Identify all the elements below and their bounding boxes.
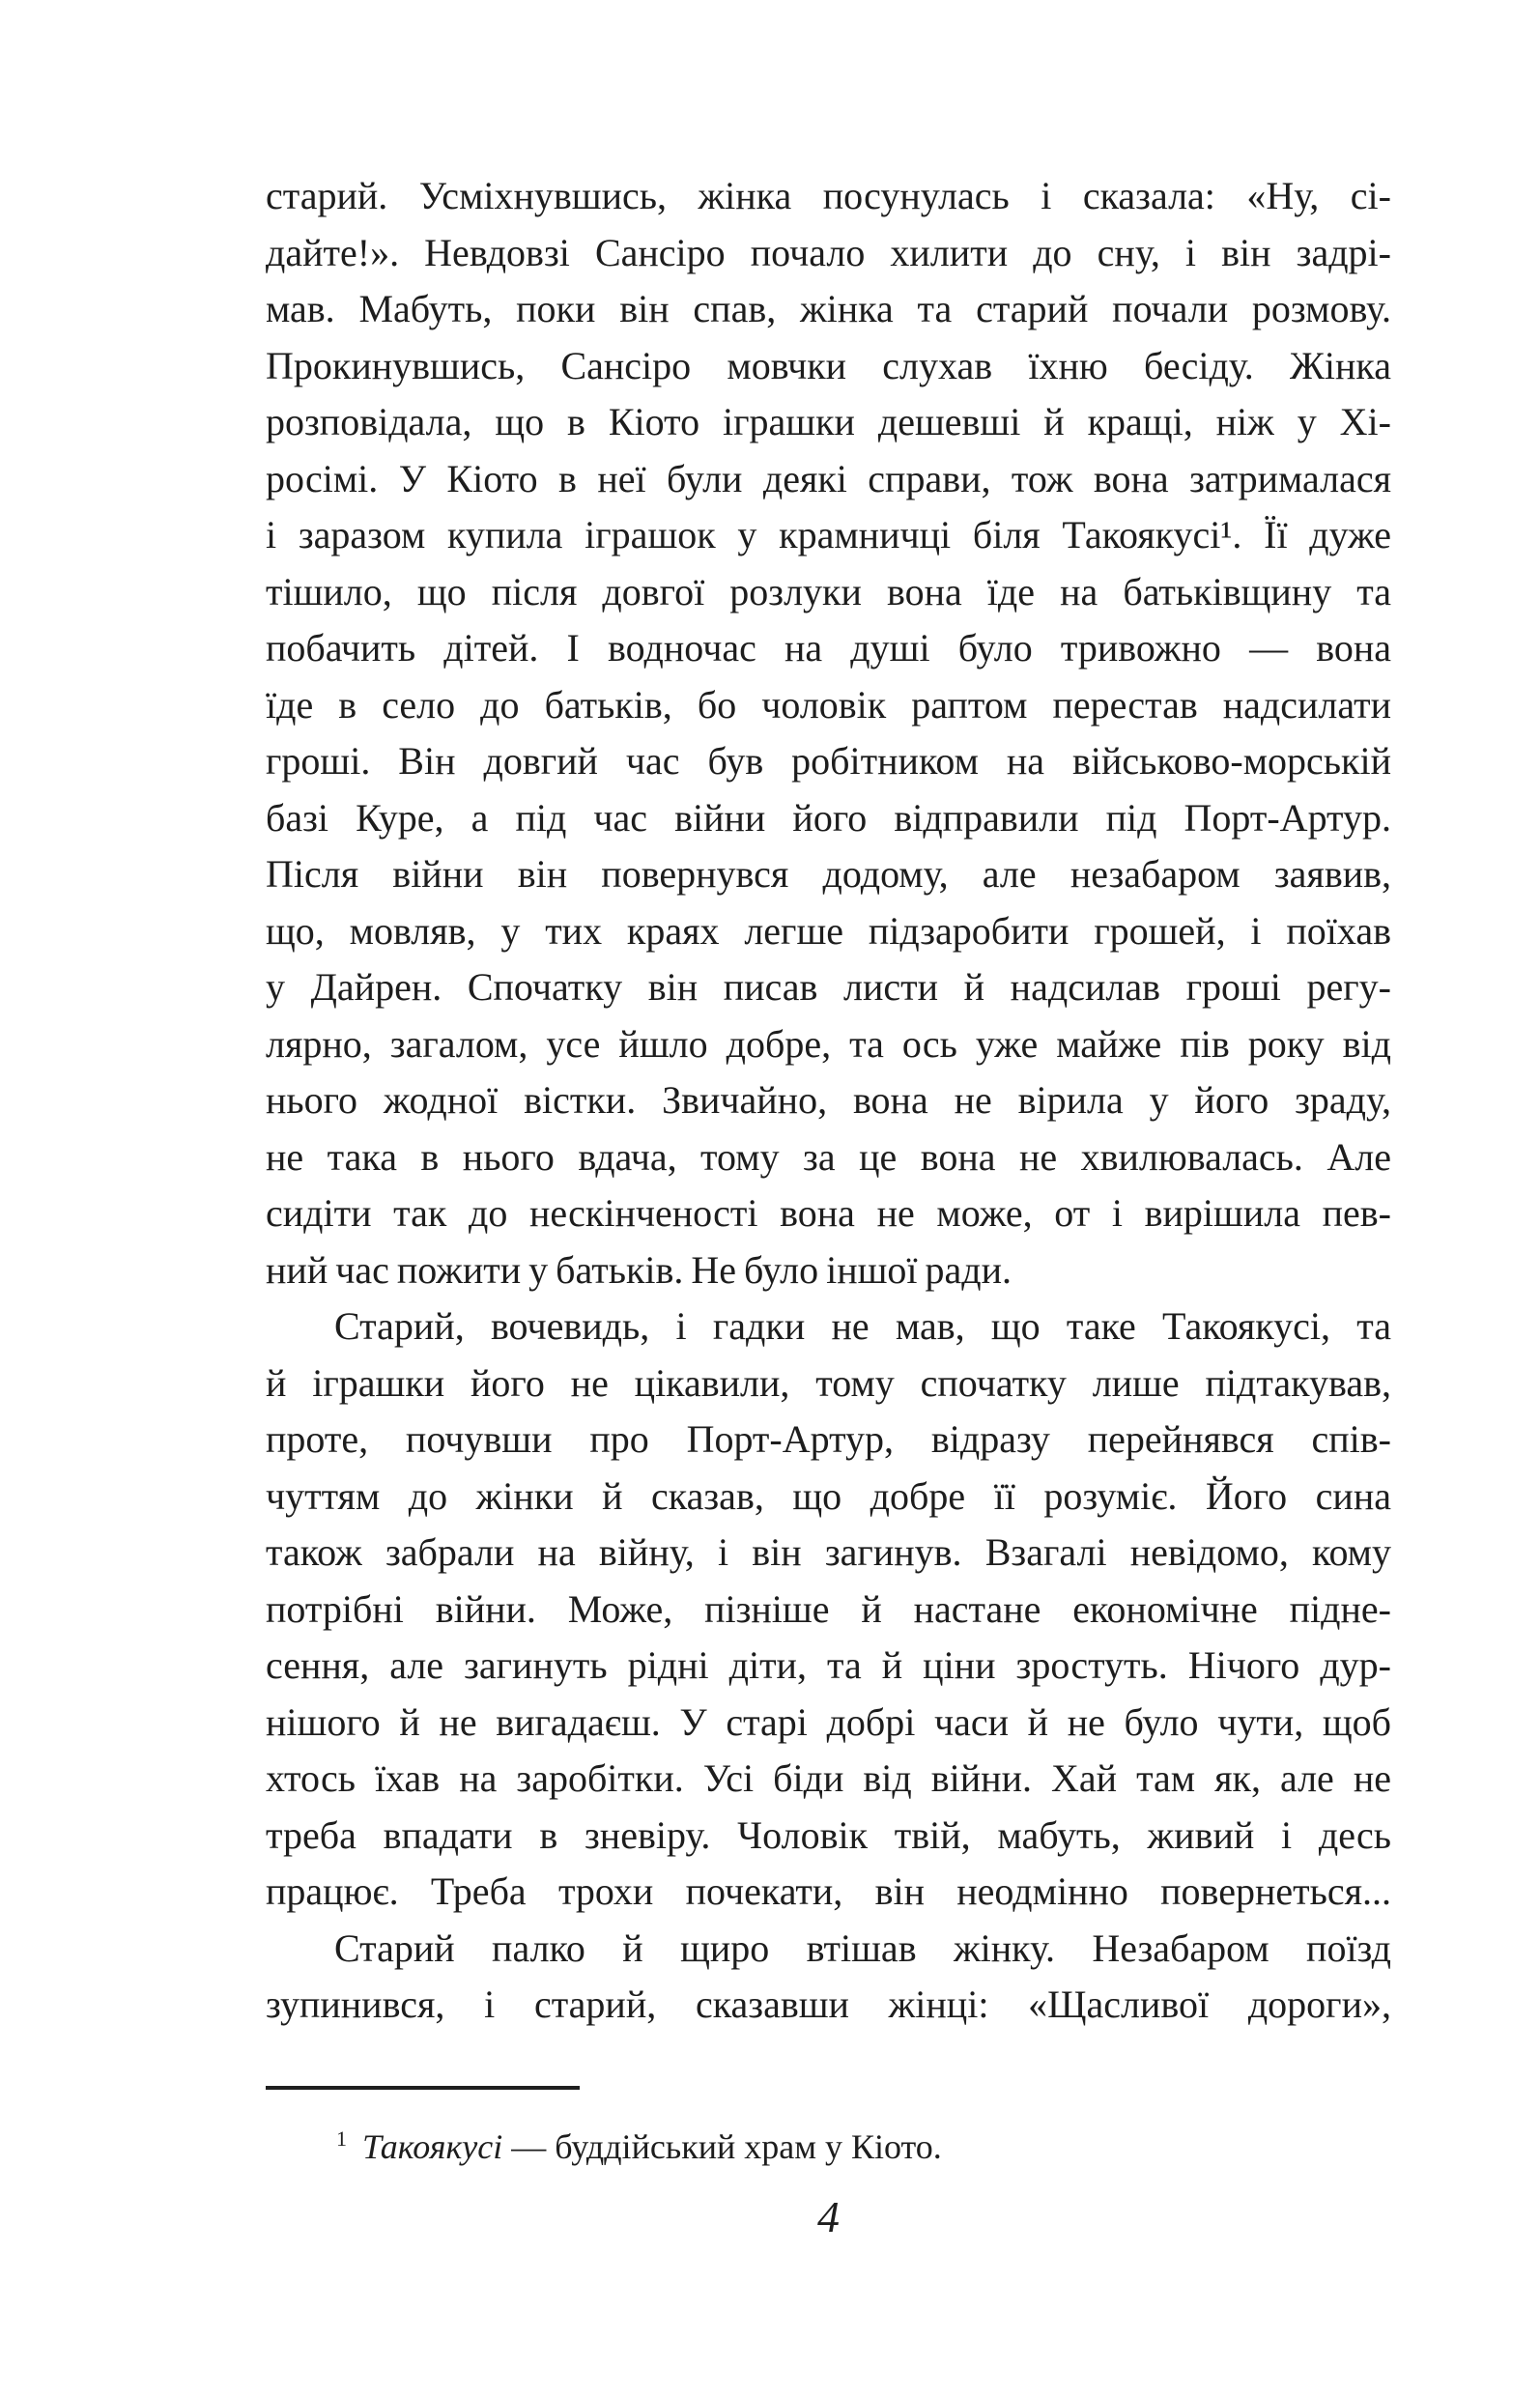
footnote-term: Такоякусі [362, 2126, 503, 2166]
body-line: треба впадати в зневіру. Чоловік твій, мабуть, живий і десь [266, 1812, 1391, 1857]
body-line: Прокинувшись, Сансіро мовчки слухав їхню бесіду. Жінка [266, 343, 1391, 387]
text-column [266, 168, 1391, 2242]
body-line: тішило, що після довгої розлуки вона їде на батьківщину та [266, 569, 1391, 613]
body-line: хтось їхав на заробітки. Усі біди від війни. Хай там як, але не [266, 1756, 1391, 1800]
body-line: лярно, загалом, усе йшло добре, та ось уже майже пів року від [266, 1021, 1391, 1066]
footnote-text: — буддійський храм у Кіото. [502, 2126, 942, 2166]
body-line: росімі. У Кіото в неї були деякі справи, тож вона затрималася [266, 456, 1391, 500]
body-line: й іграшки його не цікавили, тому спочатку лише підтакував, [266, 1360, 1391, 1405]
body-line: мав. Мабуть, поки він спав, жінка та старий почали розмову. [266, 287, 1391, 330]
body-line: ний час пожити у батьків. Не було іншої ради. [266, 1247, 1012, 1292]
body-line: чуттям до жінки й сказав, що добре її розуміє. Його сина [266, 1473, 1391, 1518]
body-line: старий. Усміхнувшись, жінка посунулась і сказала: «Ну, сі- [266, 174, 1391, 217]
body-line: розповідала, що в Кіото іграшки дешевші й кращі, ніж у Хі- [266, 400, 1391, 443]
body-line: нього жодної вістки. Звичайно, вона не вірила у його зраду, [266, 1078, 1391, 1122]
footnote-rule [266, 2086, 580, 2090]
body-line: зупинився, і старий, сказавши жінці: «Щасливої дороги», [266, 1982, 1391, 2026]
body-line: нішого й не вигадаєш. У старі добрі часи й не було чути, щоб [266, 1699, 1391, 1744]
body-line: побачить дітей. І водночас на душі було тривожно — вона [266, 626, 1391, 670]
footnote-marker: 1 [336, 2125, 347, 2151]
body-line: базі Куре, а під час війни його відправили під Порт-Артур. [266, 795, 1391, 840]
body-line: що, мовляв, у тих краях легше підзаробити грошей, і поїхав [266, 908, 1391, 953]
body-line: сення, але загинуть рідні діти, та й ціни зростуть. Нічого дур- [266, 1643, 1391, 1687]
body-line: гроші. Він довгий час був робітником на військово-морській [266, 739, 1391, 783]
body-line: і заразом купила іграшок у крамничці біля Такоякусі¹. Її дуже [266, 513, 1391, 556]
body-line: працює. Треба трохи почекати, він неодмінно повернеться... [266, 1869, 1391, 1913]
body-line: дайте!». Невдовзі Сансіро почало хилити до сну, і він задрі- [266, 230, 1391, 274]
body-line: їде в село до батьків, бо чоловік раптом перестав надсилати [266, 682, 1391, 727]
body-line: не така в нього вдача, тому за це вона не хвилювалась. Але [266, 1134, 1391, 1179]
body-line: потрібні війни. Може, пізніше й настане економічне підне- [266, 1586, 1391, 1631]
body-line: Після війни він повернувся додому, але незабаром заявив, [266, 852, 1391, 896]
body-line: також забрали на війну, і він загинув. Взагалі невідомо, кому [266, 1530, 1391, 1574]
footnote [266, 2123, 1391, 2171]
body-line: проте, почувши про Порт-Артур, відразу перейнявся спів- [266, 1417, 1391, 1461]
body-line: Старий, вочевидь, і гадки не мав, що таке Такоякусі, та [334, 1304, 1391, 1348]
page-number: 4 [817, 2191, 840, 2241]
body-line: сидіти так до нескінченості вона не може, от і вирішила пев- [266, 1191, 1391, 1235]
body-line: у Дайрен. Спочатку він писав листи й надсилав гроші регу- [266, 965, 1391, 1009]
body-text [266, 168, 1391, 2034]
body-line: Старий палко й щиро втішав жінку. Незабаром поїзд [334, 1925, 1391, 1970]
